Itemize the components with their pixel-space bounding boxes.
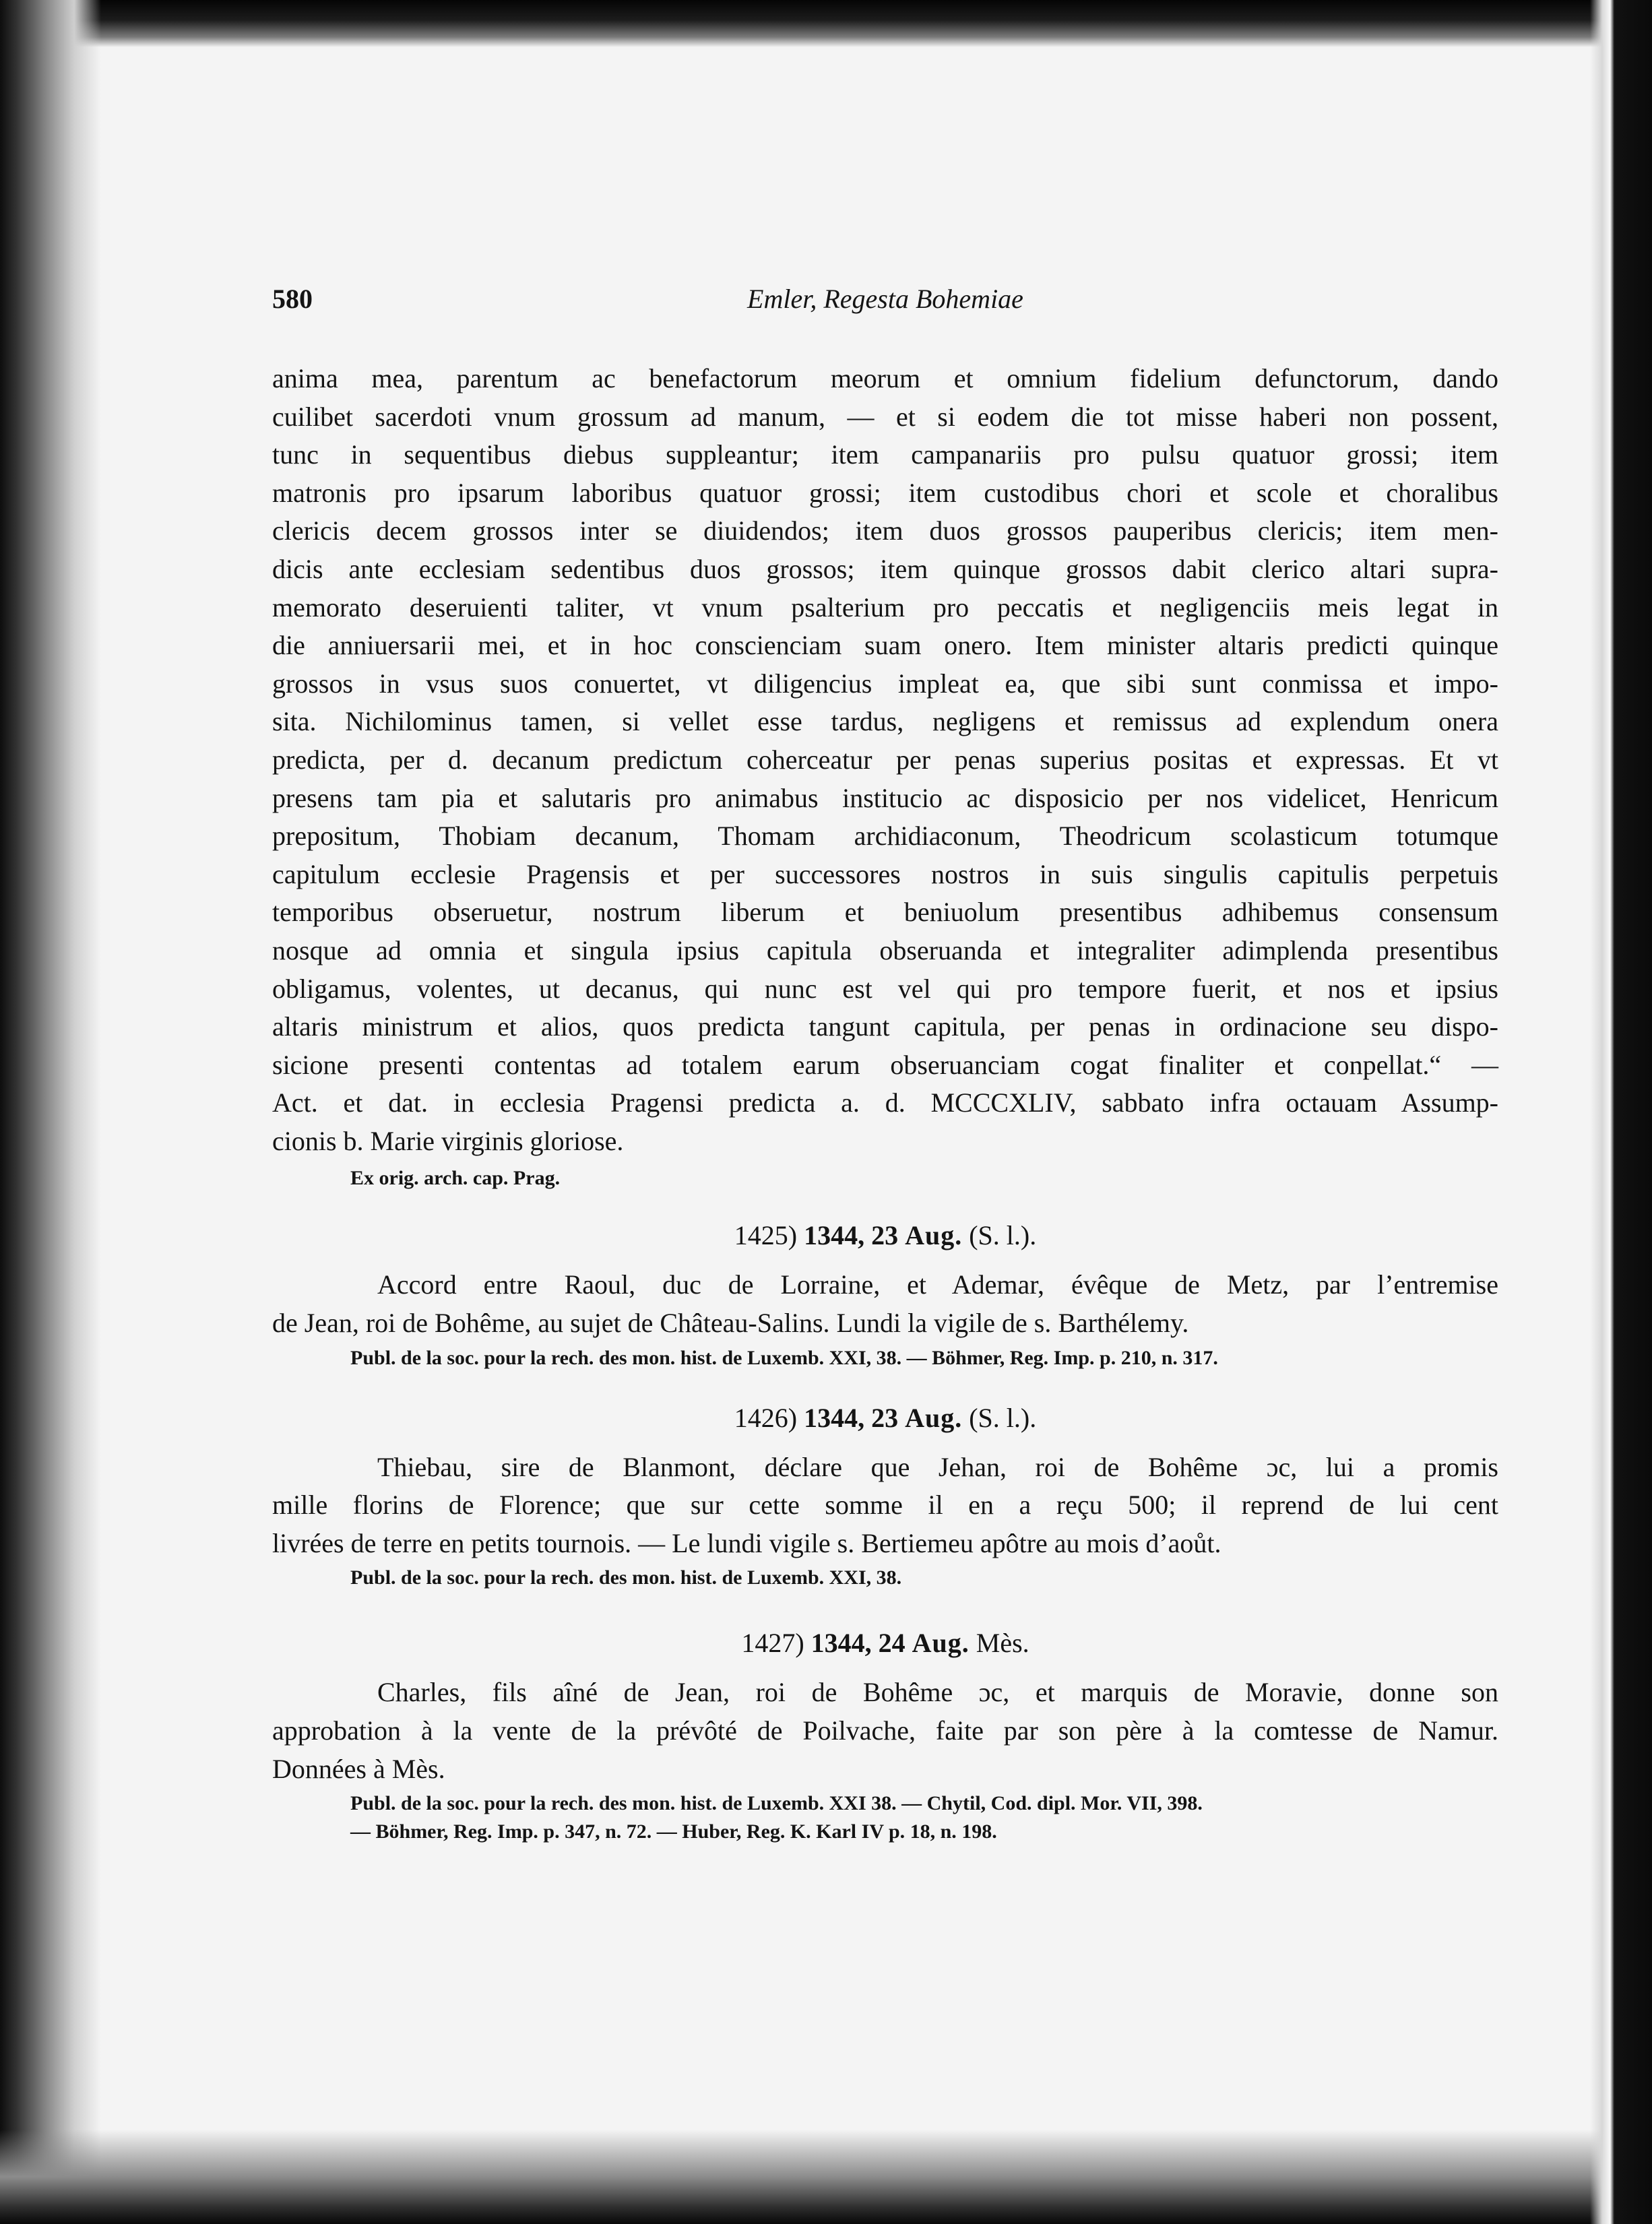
regest-entry: [272, 1627, 1498, 1846]
entry-date: 1344, 23: [804, 1402, 899, 1433]
text-line: mille florins de Florence; que sur cette somme il en a reçu 500; il reprend de lui cent: [272, 1490, 1498, 1521]
scan-border-top: [0, 0, 1652, 47]
source-line: — Böhmer, Reg. Imp. p. 347, n. 72. — Huber, Reg. K. Karl IV p. 18, n. 198.: [350, 1820, 997, 1843]
regest-entry: [272, 1402, 1498, 1593]
text-line: capitulum ecclesie Pragensis et per successores nostros in suis singulis capitulis perpetuis: [272, 858, 1498, 889]
entry-heading: [272, 1219, 1498, 1251]
entry-text: [272, 1449, 1498, 1563]
running-head: [272, 283, 1498, 330]
entry-heading: [272, 1627, 1498, 1659]
source-note: [350, 1164, 1498, 1193]
text-line: tunc in sequentibus diebus suppleantur; item campanariis pro pulsu quatuor grossi; item: [272, 439, 1498, 470]
regest-entry: [272, 1219, 1498, 1372]
continuation-block: [272, 360, 1498, 1193]
entry-place: (S. l.).: [969, 1220, 1037, 1251]
text-line: dicis ante ecclesiam sedentibus duos grossos; item quinque grossos dabit clerico altari supra-: [272, 553, 1498, 584]
source-line: Publ. de la soc. pour la rech. des mon. hist. de Luxemb. XXI, 38.: [350, 1566, 902, 1589]
text-line: cuilibet sacerdoti vnum grossum ad manum, — et si eodem die tot misse haberi non possent,: [272, 401, 1498, 432]
entry-month: Aug.: [912, 1628, 970, 1659]
source-line: Publ. de la soc. pour la rech. des mon. hist. de Luxemb. XXI, 38. — Böhmer, Reg. Imp. p. 210, n. 317.: [350, 1346, 1218, 1369]
text-line: Accord entre Raoul, duc de Lorraine, et Ademar, évêque de Metz, par l’entremise: [377, 1269, 1498, 1300]
entry-number: 1426): [734, 1402, 798, 1433]
source-note: [350, 1344, 1498, 1372]
entry-month: Aug.: [905, 1402, 963, 1433]
entry-text: [272, 1674, 1498, 1788]
text-line: prepositum, Thobiam decanum, Thomam archidiaconum, Theodricum scolasticum totumque: [272, 821, 1498, 852]
entry-text: [272, 1266, 1498, 1342]
source-line: Publ. de la soc. pour la rech. des mon. hist. de Luxemb. XXI 38. — Chytil, Cod. dipl. Mor. VII, 398.: [350, 1792, 1203, 1815]
entry-place: Mès.: [976, 1628, 1029, 1659]
text-line: temporibus obseruetur, nostrum liberum et beniuolum presentibus adhibemus consensum: [272, 897, 1498, 928]
entry-number: 1425): [734, 1220, 798, 1251]
entry-date: 1344, 24: [811, 1628, 906, 1659]
text-line: Thiebau, sire de Blanmont, déclare que Jehan, roi de Bohême ɔc, lui a promis: [377, 1451, 1498, 1482]
header-title: Emler, Regesta Bohemiae: [747, 284, 1023, 314]
text-line: memorato deseruienti taliter, vt vnum psalterium pro peccatis et negligenciis meis legat in: [272, 592, 1498, 623]
text-line: livrées de terre en petits tournois. — Le lundi vigile s. Bertiemeu apôtre au mois d’aoůt.: [272, 1527, 1221, 1558]
text-line: de Jean, roi de Bohême, au sujet de Château-Salins. Lundi la vigile de s. Barthélemy.: [272, 1308, 1189, 1339]
text-line: Données à Mès.: [272, 1753, 445, 1784]
entry-month: Aug.: [905, 1220, 963, 1251]
text-line: obligamus, volentes, ut decanus, qui nunc est vel qui pro tempore fuerit, et nos et ipsius: [272, 973, 1498, 1004]
source-note: [350, 1789, 1498, 1846]
continuation-text: [272, 360, 1498, 1160]
scan-border-left: [0, 0, 101, 2224]
text-line: sicione presenti contentas ad totalem earum obseruanciam cogat finaliter et conpellat.“ —: [272, 1049, 1498, 1080]
text-line: die anniuersarii mei, et in hoc conscienciam suam onero. Item minister altaris predicti quinque: [272, 630, 1498, 661]
entry-place: (S. l.).: [969, 1402, 1037, 1433]
text-line: cionis b. Marie virginis gloriose.: [272, 1125, 624, 1156]
entry-heading: [272, 1402, 1498, 1434]
text-line: Act. et dat. in ecclesia Pragensi predicta a. d. MCCCXLIV, sabbato infra octauam Assump-: [272, 1087, 1498, 1118]
text-line: nosque ad omnia et singula ipsius capitula obseruanda et integraliter adimplenda presentibus: [272, 934, 1498, 965]
source-note: [350, 1564, 1498, 1592]
text-line: clericis decem grossos inter se diuidendos; item duos grossos pauperibus clericis; item men-: [272, 515, 1498, 546]
scan-border-bottom: [0, 2130, 1652, 2224]
source-line: Ex orig. arch. cap. Prag.: [350, 1167, 561, 1190]
text-line: anima mea, parentum ac benefactorum meorum et omnium fidelium defunctorum, dando: [272, 363, 1498, 393]
text-line: altaris ministrum et alios, quos predicta tangunt capitula, per penas in ordinacione seu dispo-: [272, 1011, 1498, 1042]
text-line: matronis pro ipsarum laboribus quatuor grossi; item custodibus chori et scole et choralibus: [272, 477, 1498, 508]
entry-date: 1344, 23: [804, 1220, 899, 1251]
text-line: grossos in vsus suos conuertet, vt diligencius impleat ea, que sibi sunt conmissa et impo-: [272, 668, 1498, 699]
text-line: Charles, fils aîné de Jean, roi de Bohême ɔc, et marquis de Moravie, donne son: [377, 1677, 1498, 1708]
text-line: approbation à la vente de la prévôté de Poilvache, faite par son père à la comtesse de Namur.: [272, 1715, 1498, 1746]
page-content: [272, 283, 1498, 1846]
text-line: predicta, per d. decanum predictum coherceatur per penas superius positas et expressas. Et vt: [272, 744, 1498, 775]
scan-border-right: [1590, 0, 1652, 2224]
text-line: sita. Nichilominus tamen, si vellet esse tardus, negligens et remissus ad explendum onera: [272, 706, 1498, 737]
entry-number: 1427): [741, 1628, 804, 1659]
text-line: presens tam pia et salutaris pro animabus institucio ac disposicio per nos videlicet, Henricum: [272, 782, 1498, 813]
page-number: 580: [272, 284, 313, 314]
